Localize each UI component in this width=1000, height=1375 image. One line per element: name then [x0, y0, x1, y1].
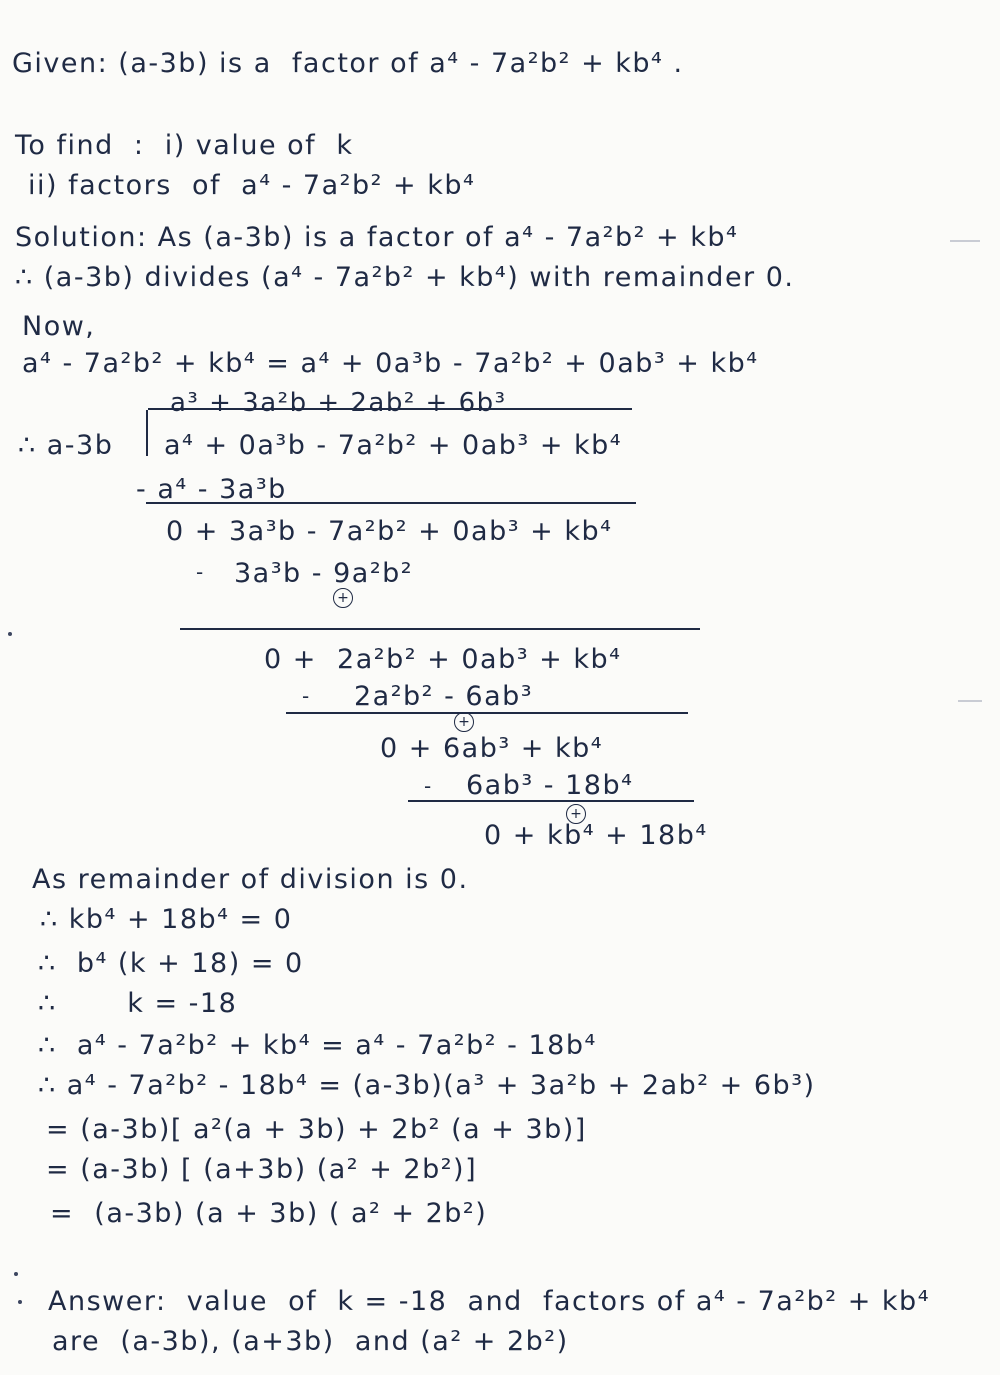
division-step3-remainder: 0 + 6ab³ + kb⁴	[380, 733, 604, 764]
division-step4-line	[408, 800, 694, 802]
division-step2-subtract: 3a³b - 9a²b²	[234, 558, 414, 589]
conclusion-line-6: ∴ a⁴ - 7a²b² - 18b⁴ = (a-3b)(a³ + 3a²b + 2ab² + 6b³)	[38, 1070, 816, 1101]
division-divisor: ∴ a-3b	[18, 430, 114, 461]
paper-speck	[18, 1300, 22, 1304]
division-step3-line	[286, 712, 688, 714]
paper-speck	[8, 632, 12, 636]
division-step4-plus-circle: +	[566, 804, 586, 824]
conclusion-line-2: ∴ kb⁴ + 18b⁴ = 0	[40, 904, 293, 935]
conclusion-line-1: As remainder of division is 0.	[32, 864, 469, 895]
division-bracket	[146, 410, 148, 456]
answer-line-1: Answer: value of k = -18 and factors of a⁴ - 7a²b² + kb⁴	[48, 1286, 931, 1317]
paper-mark	[958, 700, 982, 702]
to-find-line-2: ii) factors of a⁴ - 7a²b² + kb⁴	[28, 170, 476, 201]
conclusion-line-3: ∴ b⁴ (k + 18) = 0	[38, 948, 304, 979]
division-step2-line	[180, 628, 700, 630]
division-step4-minus: -	[424, 774, 432, 798]
conclusion-line-4: ∴ k = -18	[38, 988, 238, 1019]
division-step2-plus-circle: +	[333, 588, 353, 608]
conclusion-line-7: = (a-3b)[ a²(a + 3b) + 2b² (a + 3b)]	[46, 1114, 587, 1145]
solution-line-4: a⁴ - 7a²b² + kb⁴ = a⁴ + 0a³b - 7a²b² + 0ab³ + kb⁴	[22, 348, 759, 379]
division-step2-minus: -	[196, 560, 204, 584]
division-step2-remainder: 0 + 2a²b² + 0ab³ + kb⁴	[264, 644, 622, 675]
division-quotient: a³ + 3a²b + 2ab² + 6b³	[170, 388, 507, 418]
division-top-line	[148, 408, 632, 410]
paper-mark	[950, 240, 980, 242]
solution-line-3: Now,	[22, 311, 96, 342]
conclusion-line-9: = (a-3b) (a + 3b) ( a² + 2b²)	[50, 1198, 488, 1229]
given-statement: Given: (a-3b) is a factor of a⁴ - 7a²b² + kb⁴ .	[12, 48, 684, 79]
division-dividend: a⁴ + 0a³b - 7a²b² + 0ab³ + kb⁴	[164, 430, 623, 461]
solution-line-1: Solution: As (a-3b) is a factor of a⁴ - 7a²b² + kb⁴	[15, 222, 739, 253]
division-step1-subtract: - a⁴ - 3a³b	[136, 474, 287, 505]
division-step3-subtract: 2a²b² - 6ab³	[354, 681, 534, 712]
conclusion-line-5: ∴ a⁴ - 7a²b² + kb⁴ = a⁴ - 7a²b² - 18b⁴	[38, 1030, 597, 1061]
division-step1-line	[146, 502, 636, 504]
paper-speck	[14, 1272, 18, 1276]
answer-line-2: are (a-3b), (a+3b) and (a² + 2b²)	[52, 1326, 569, 1357]
division-final-remainder: 0 + kb⁴ + 18b⁴	[484, 820, 708, 851]
conclusion-line-8: = (a-3b) [ (a+3b) (a² + 2b²)]	[46, 1154, 478, 1185]
division-step1-remainder: 0 + 3a³b - 7a²b² + 0ab³ + kb⁴	[166, 516, 613, 547]
division-step3-plus-circle: +	[454, 712, 474, 732]
to-find-line-1: To find : i) value of k	[15, 130, 354, 161]
division-step4-subtract: 6ab³ - 18b⁴	[466, 770, 634, 801]
solution-line-2: ∴ (a-3b) divides (a⁴ - 7a²b² + kb⁴) with remainder 0.	[15, 262, 795, 293]
division-step3-minus: -	[302, 684, 310, 708]
